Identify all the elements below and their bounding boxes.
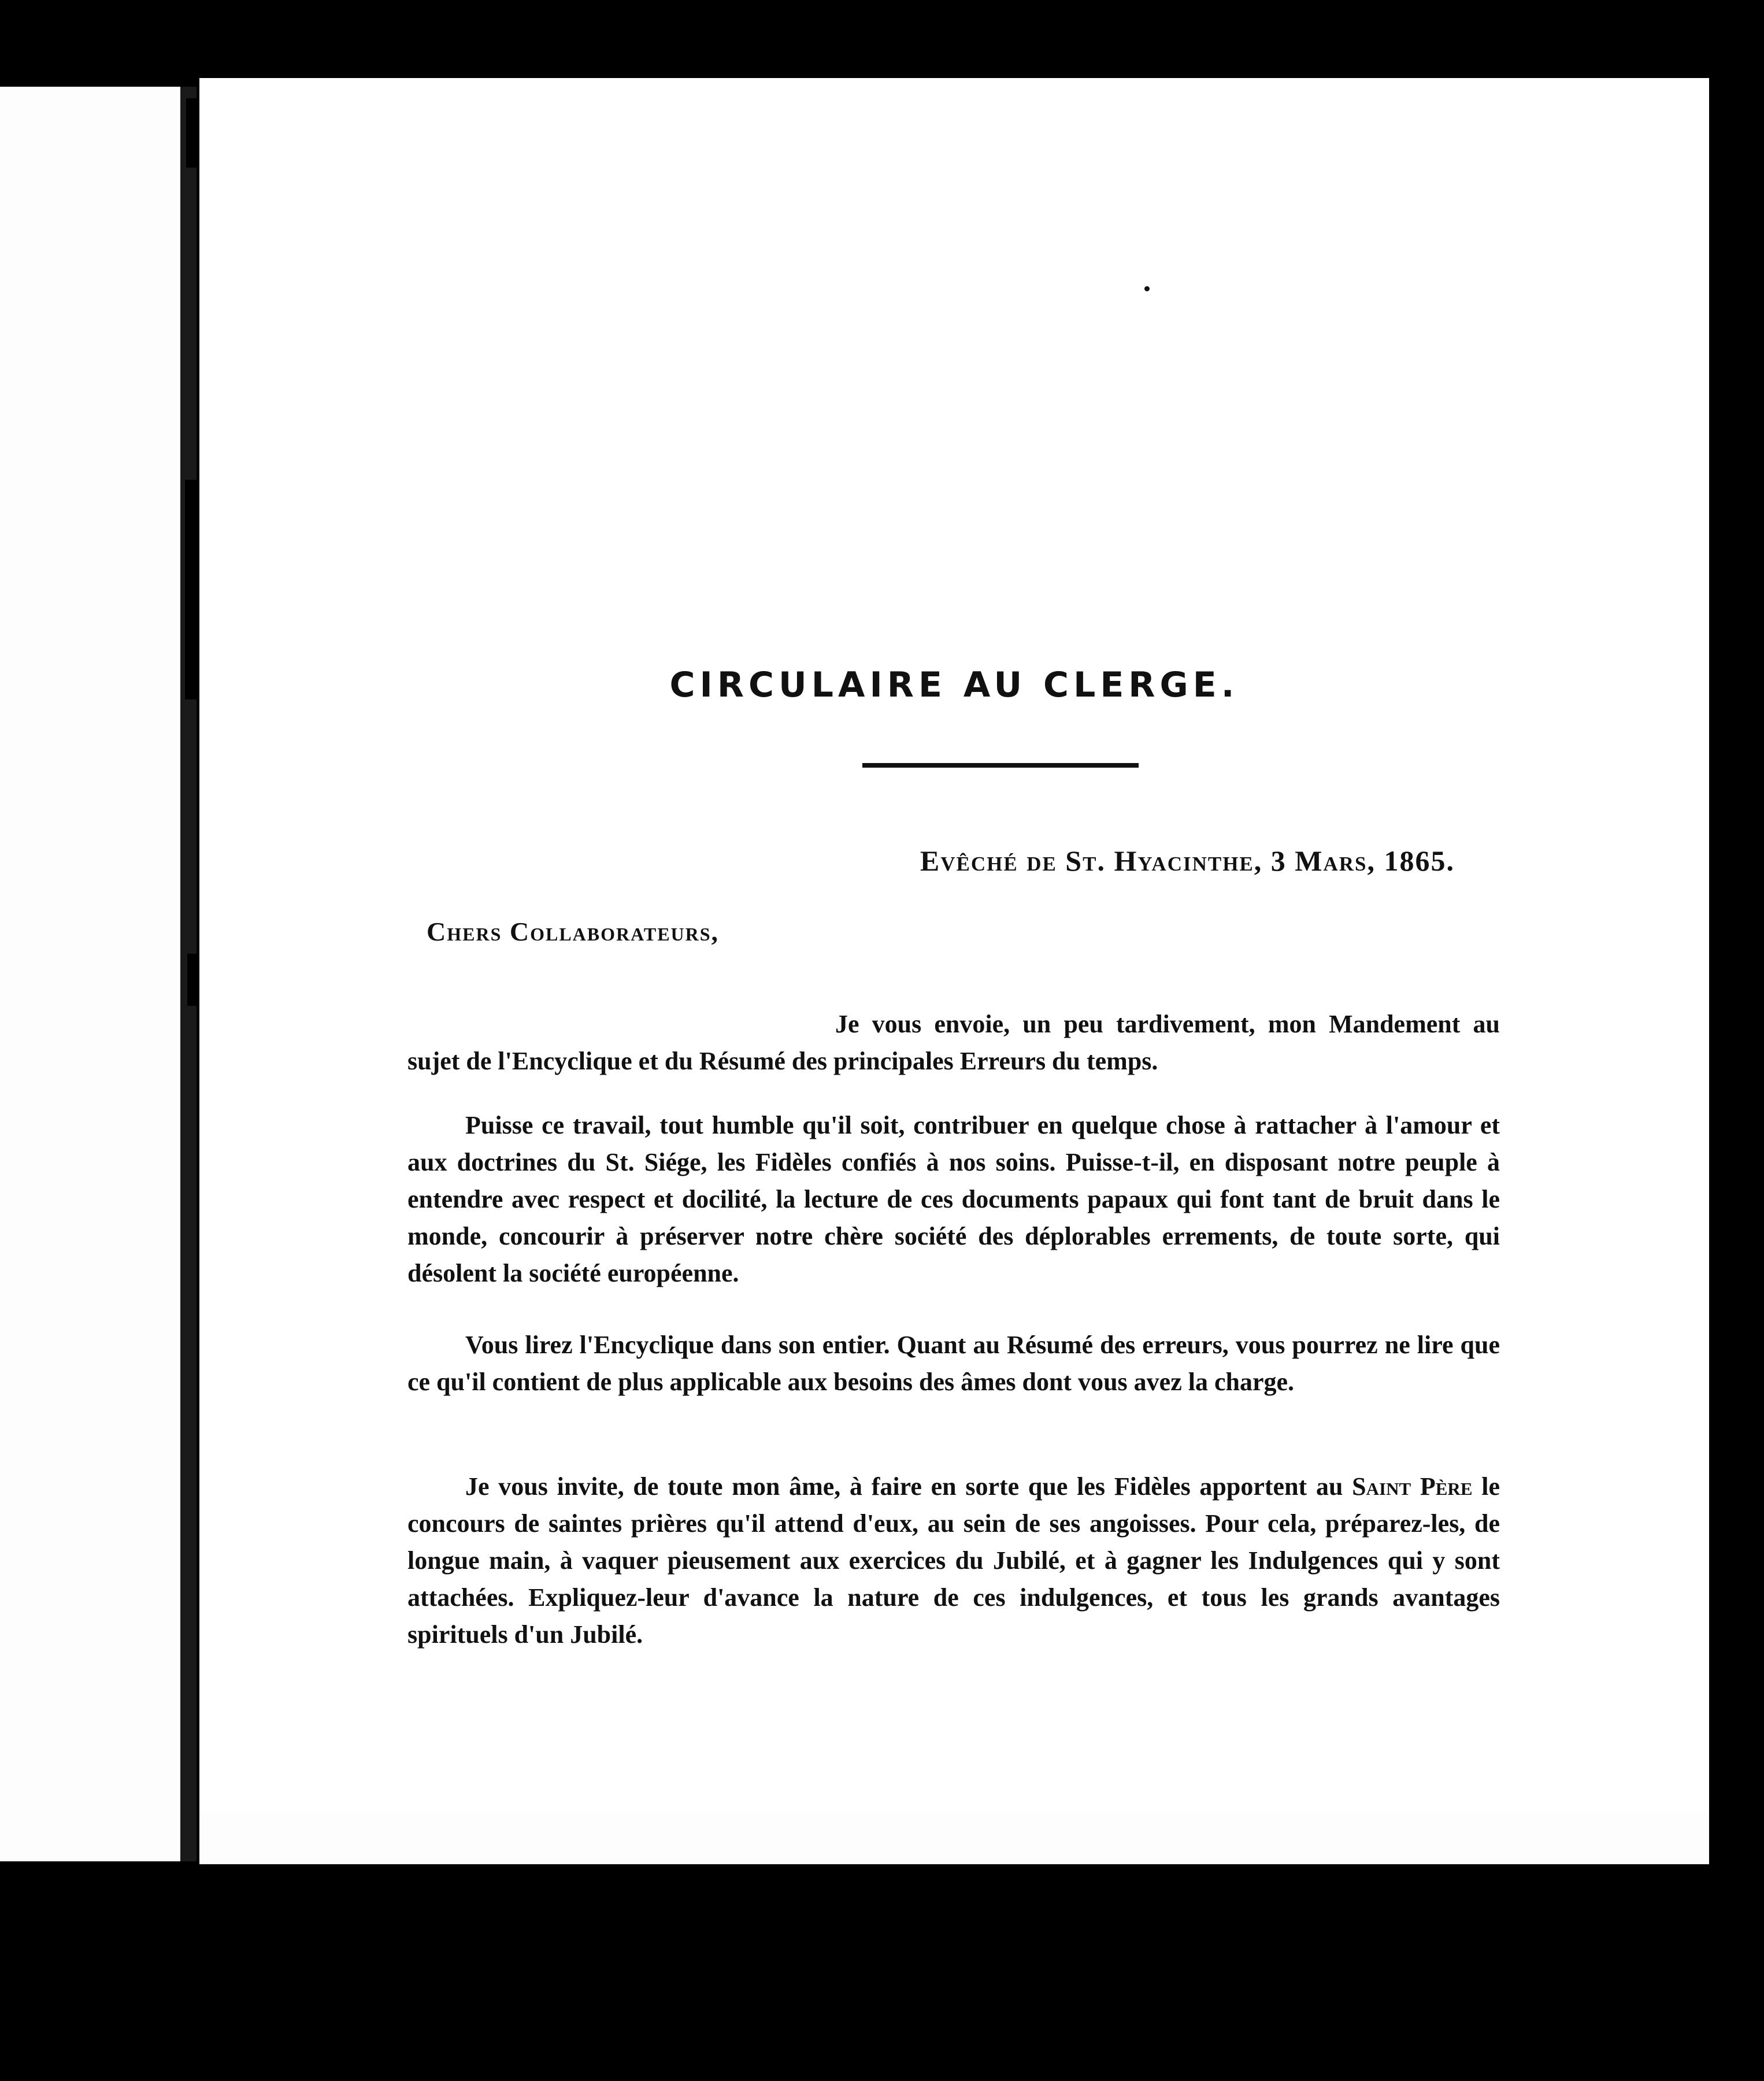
salutation: Chers Collaborateurs, (427, 917, 720, 946)
paragraph-text (407, 1468, 1500, 1653)
saint-pere-small-caps: Saint Père (1352, 1472, 1473, 1501)
paragraph-3 (407, 1327, 1500, 1401)
document-page (199, 78, 1709, 1812)
paragraph-text: Je vous envoie, un peu tardivement, mon Mandement au sujet de l'Encyclique et du Résumé des principales Erreurs du temps. (407, 1010, 1500, 1075)
paragraph-2 (407, 1107, 1500, 1292)
paragraph-text: Vous lirez l'Encyclique dans son entier. Quant au Résumé des erreurs, vous pourrez ne lire que ce qu'il contient de plus applicable aux besoins des âmes dont vous avez la charge. (407, 1331, 1500, 1396)
document-title: CIRCULAIRE AU CLERGE. (669, 665, 1239, 705)
paragraph-1 (407, 1006, 1500, 1080)
page-bottom-edge (199, 1812, 1709, 1864)
binding-edge (180, 87, 197, 1861)
paragraph-text-end: le concours de saintes prières qu'il attend d'eux, au sein de ses angoisses. Pour cela, préparez-les, de longue main, à vaquer pieusement aux exercices du Jubilé, et à gagner les Indulgences qui y sont attachées. Expliquez-leur d'avance la nature de ces indulgences, et tous les grands avantages spirituels d'un Jubilé. (407, 1472, 1500, 1649)
ink-speck (1144, 286, 1150, 291)
paragraph-4 (407, 1468, 1500, 1653)
left-facing-page (0, 87, 180, 1861)
title-underline (862, 763, 1139, 768)
paragraph-text-start: Je vous invite, de toute mon âme, à faire en sorte que les Fidèles apportent au (465, 1472, 1352, 1501)
paragraph-text: Puisse ce travail, tout humble qu'il soit, contribuer en quelque chose à rattacher à l'amour et aux doctrines du St. Siége, les Fidèles confiés à nos soins. Puisse-t-il, en disposant notre peuple à entendre avec respect et docilité, la lecture de ces documents papaux qui font tant de bruit dans le monde, concourir à préserver notre chère société des déplorables errements, de toute sorte, qui désolent la société européenne. (407, 1111, 1500, 1287)
dateline: Evêché de St. Hyacinthe, 3 Mars, 1865. (920, 845, 1455, 877)
